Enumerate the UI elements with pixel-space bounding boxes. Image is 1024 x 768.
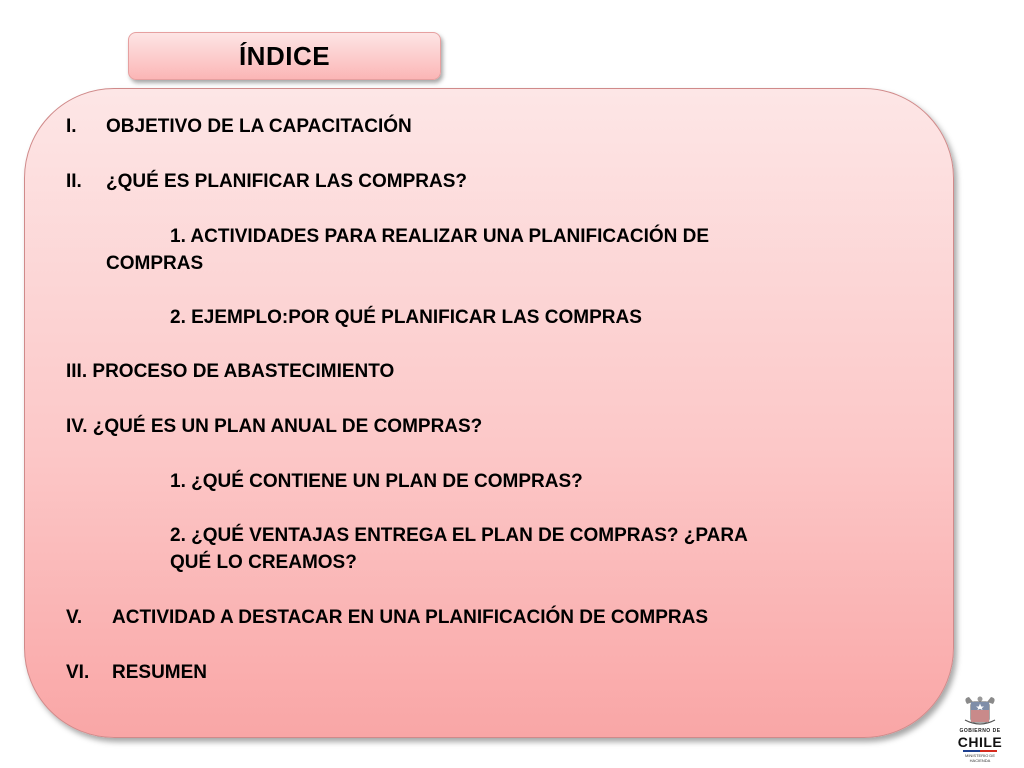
- page-title: ÍNDICE: [238, 40, 331, 71]
- item-number: II.: [66, 171, 82, 192]
- item-number: I.: [66, 116, 77, 137]
- index-subitem-2-1: 1. ACTIVIDADES PARA REALIZAR UNA PLANIFICACIÓN DE: [170, 226, 710, 247]
- title-banner: [128, 32, 441, 80]
- index-subitem-2-2: 2. EJEMPLO:POR QUÉ PLANIFICAR LAS COMPRAS: [170, 307, 642, 328]
- logo-line-2: CHILE: [957, 734, 1003, 750]
- coat-of-arms-icon: [955, 694, 1005, 728]
- index-subitem-4-2: 2. ¿QUÉ VENTAJAS ENTREGA EL PLAN DE COMPRAS? ¿PARA: [170, 525, 748, 546]
- index-subitem-4-1: 1. ¿QUÉ CONTIENE UN PLAN DE COMPRAS?: [170, 471, 583, 492]
- index-item-3: III. PROCESO DE ABASTECIMIENTO: [66, 361, 395, 382]
- index-subitem-2-1-continuation: COMPRAS: [106, 253, 204, 274]
- flag-bar: [963, 750, 997, 752]
- item-text: ¿QUÉ ES PLANIFICAR LAS COMPRAS?: [106, 171, 468, 192]
- index-subitem-4-2-continuation: QUÉ LO CREAMOS?: [170, 552, 357, 573]
- item-text: OBJETIVO DE LA CAPACITACIÓN: [106, 116, 412, 137]
- item-text: RESUMEN: [112, 662, 208, 683]
- item-number: V.: [66, 607, 83, 628]
- item-number: VI.: [66, 662, 90, 683]
- item-text: ACTIVIDAD A DESTACAR EN UNA PLANIFICACIÓN DE COMPRAS: [112, 607, 709, 628]
- index-item-4: IV. ¿QUÉ ES UN PLAN ANUAL DE COMPRAS?: [66, 416, 483, 437]
- logo-line-1: GOBIERNO DE: [959, 728, 1001, 734]
- gobierno-de-chile-logo: [955, 694, 1005, 763]
- logo-line-3: MINISTERIO DE HACIENDA: [964, 753, 995, 763]
